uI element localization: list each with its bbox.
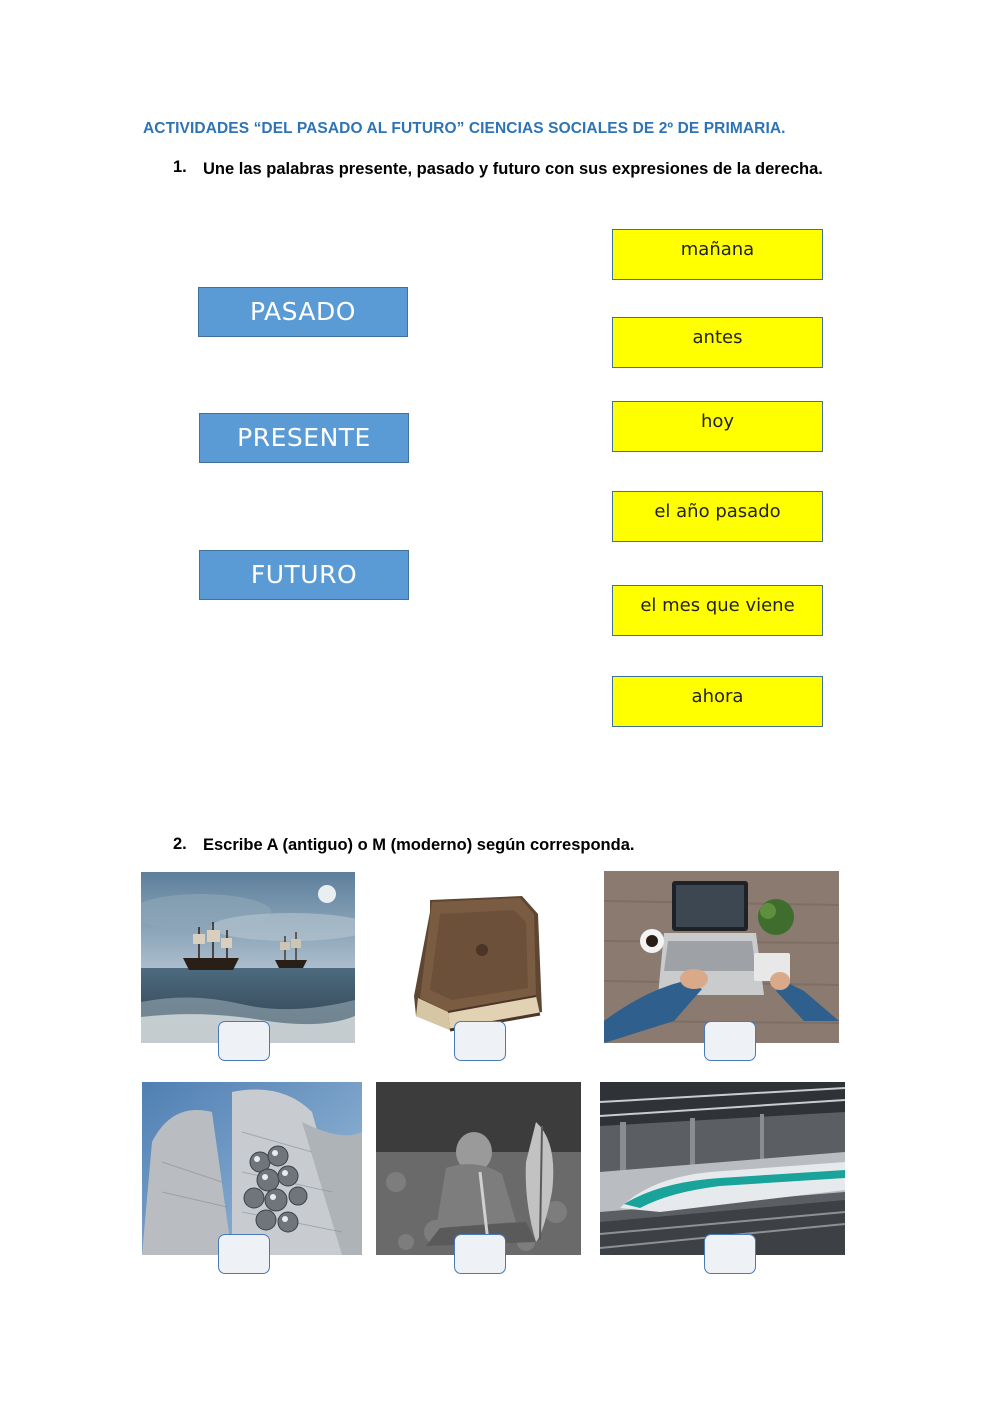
bullet-train-image: [600, 1082, 845, 1255]
expression-box-ahora[interactable]: ahora: [612, 676, 823, 727]
expression-box-hoy[interactable]: hoy: [612, 401, 823, 452]
answer-box-6[interactable]: [704, 1234, 756, 1274]
question-2-number: 2.: [173, 835, 187, 853]
sailing-ships-image: [141, 872, 355, 1043]
worksheet-title: ACTIVIDADES “DEL PASADO AL FUTURO” CIENCIAS SOCIALES DE 2º DE PRIMARIA.: [143, 120, 786, 137]
term-box-presente[interactable]: PRESENTE: [199, 413, 409, 463]
modern-building-sculpture-image: [142, 1082, 362, 1255]
expression-box-el-ano-pasado[interactable]: el año pasado: [612, 491, 823, 542]
answer-box-3[interactable]: [704, 1021, 756, 1061]
question-2-text: Escribe A (antiguo) o M (moderno) según corresponda.: [203, 836, 635, 854]
question-1-text: Une las palabras presente, pasado y futuro con sus expresiones de la derecha.: [203, 160, 823, 178]
old-book-image: [410, 892, 546, 1034]
answer-box-2[interactable]: [454, 1021, 506, 1061]
term-box-futuro[interactable]: FUTURO: [199, 550, 409, 600]
answer-box-5[interactable]: [454, 1234, 506, 1274]
medieval-knight-image: [376, 1082, 581, 1255]
expression-box-antes[interactable]: antes: [612, 317, 823, 368]
answer-box-4[interactable]: [218, 1234, 270, 1274]
laptop-desk-image: [604, 871, 839, 1043]
question-1-number: 1.: [173, 158, 187, 176]
expression-box-el-mes-que-viene[interactable]: el mes que viene: [612, 585, 823, 636]
term-box-pasado[interactable]: PASADO: [198, 287, 408, 337]
answer-box-1[interactable]: [218, 1021, 270, 1061]
expression-box-manana[interactable]: mañana: [612, 229, 823, 280]
